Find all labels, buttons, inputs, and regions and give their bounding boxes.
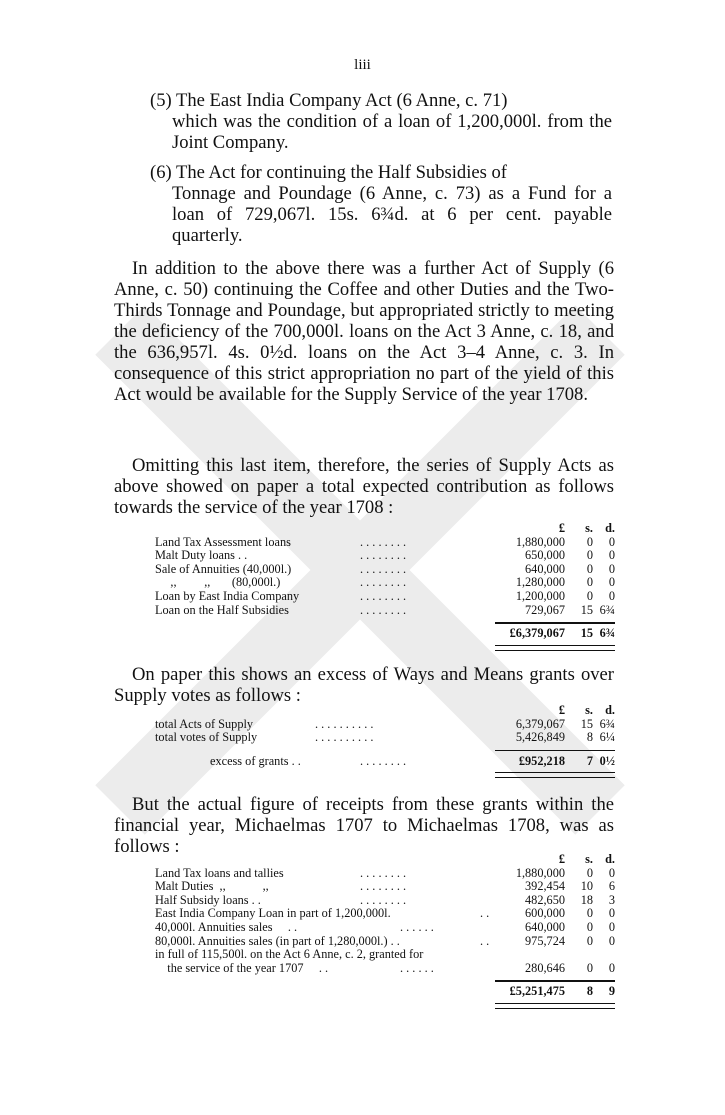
table-header: £ s. d. xyxy=(558,703,615,717)
item-6 xyxy=(150,162,612,246)
sum-rule xyxy=(495,622,615,623)
table-row: Malt Duty loans . . . . . . . . . . 650,000 0 0 xyxy=(155,548,615,563)
table-row: East India Company Loan in part of 1,200,000l. . . 600,000 0 0 xyxy=(155,906,615,921)
table-header xyxy=(155,522,615,536)
table-row: Sale of Annuities (40,000l.) . . . . . . . . 640,000 0 0 xyxy=(155,561,615,576)
table-header: £ s. d. xyxy=(558,852,615,866)
table-row: Loan on the Half Subsidies . . . . . . . . 729,067 15 6¾ xyxy=(155,602,615,617)
table-row: 80,000l. Annuities sales (in part of 1,280,000l.) . . . . 975,724 0 0 xyxy=(155,933,615,948)
item-6-first-line: (6) The Act for continuing the Half Subsidies of xyxy=(150,162,508,183)
pounds-header: £ xyxy=(558,521,565,535)
paragraph-excess: On paper this shows an excess of Ways and Means grants over Supply votes as follows : xyxy=(114,664,614,706)
shillings-header: s. xyxy=(585,521,593,535)
table-row: Malt Duties ,, ,, . . . . . . . . 392,454 10 6 xyxy=(155,879,615,894)
table-row: total Acts of Supply . . . . . . . . . . 6,379,067 15 6¾ xyxy=(155,716,615,731)
excess-grants-table xyxy=(155,704,615,778)
table-row: ,, ,, (80,000l.) . . . . . . . . 1,280,000 0 0 xyxy=(155,575,615,590)
item-5-text: which was the condition of a loan of 1,200,000l. from the Joint Company. xyxy=(172,111,612,153)
expected-contribution-table xyxy=(155,522,615,651)
table-row: in full of 115,500l. on the Act 6 Anne, c. 2, granted for xyxy=(155,947,424,962)
double-rule xyxy=(495,645,615,651)
paragraph-omitting-item: Omitting this last item, therefore, the series of Supply Acts as above showed on paper a total expected contribution as follows towards the service of the year 1708 : xyxy=(114,455,614,518)
sum-rule xyxy=(495,980,615,981)
sum-rule xyxy=(495,750,615,751)
table-row: 40,000l. Annuities sales . . . . . . . . 640,000 0 0 xyxy=(155,919,615,934)
table-row: Land Tax loans and tallies . . . . . . . . 1,880,000 0 0 xyxy=(155,865,615,880)
paragraph-actual-receipts: But the actual figure of receipts from these grants within the financial year, Michaelmas 1707 to Michaelmas 1708, was as follows : xyxy=(114,794,614,857)
item-6-text: Tonnage and Poundage (6 Anne, c. 73) as a Fund for a loan of 729,067l. 15s. 6¾d. at 6 per cent. payable quarterly. xyxy=(172,183,612,246)
item-5-first-line: (5) The East India Company Act (6 Anne, c. 71) xyxy=(150,90,508,111)
pence-header: d. xyxy=(605,521,615,535)
table-row: Loan by East India Company . . . . . . . . 1,200,000 0 0 xyxy=(155,588,615,603)
table-total-row: £6,379,067 15 6¾ xyxy=(509,626,615,641)
double-rule xyxy=(495,772,615,778)
paragraph-additional-act: In addition to the above there was a further Act of Supply (6 Anne, c. 50) continuing the Coffee and other Duties and the Two-Thirds Tonnage and Poundage, but appropriated strictly to meeting the deficiency of the 700,000l. loans on the Act 3 Anne, c. 18, and the 636,957l. 4s. 0½d. loans on the Act 3–4 Anne, c. 3. In consequence of this strict appropriation no part of the yield of this Act would be available for the Supply Service of the year 1708. xyxy=(114,258,614,405)
table-row: Half Subsidy loans . . . . . . . . . . 482,650 18 3 xyxy=(155,892,615,907)
item-5 xyxy=(150,90,612,153)
table-total-row: excess of grants . . . . . . . . . . £952,218 7 0½ xyxy=(210,753,615,768)
table-total-row: £5,251,475 8 9 xyxy=(509,984,615,999)
actual-receipts-table xyxy=(155,853,615,1009)
table-row: total votes of Supply . . . . . . . . . . 5,426,849 8 6¼ xyxy=(155,730,615,745)
table-row: Land Tax Assessment loans . . . . . . . . 1,880,000 0 0 xyxy=(155,534,615,549)
page-number: liii xyxy=(354,57,371,73)
double-rule xyxy=(495,1003,615,1009)
table-row: the service of the year 1707 . . . . . . . . 280,646 0 0 xyxy=(155,960,615,975)
